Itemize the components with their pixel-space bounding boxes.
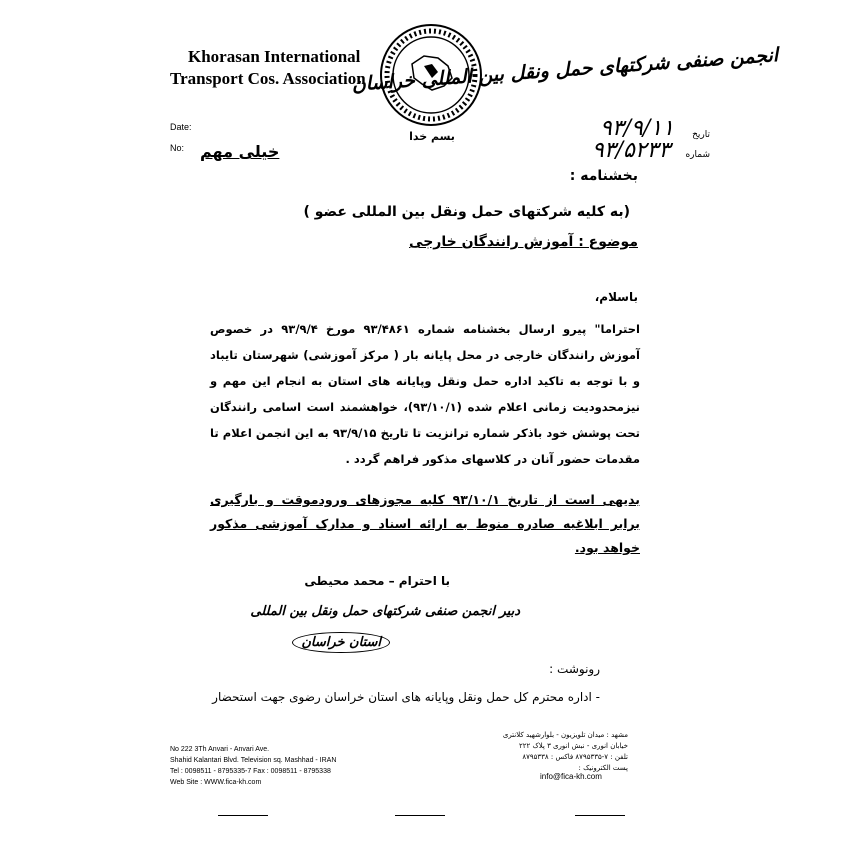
date-value: ۹۳/۹/۱۱	[600, 116, 674, 141]
footer-rule	[575, 815, 625, 816]
footer-rule	[395, 815, 445, 816]
emphasis-paragraph: بدیهی است از تاریخ ۹۳/۱۰/۱ کلیه مجوزهای ورودموقت و بارگیری برابر ابلاغیه صادره منوط به ارائه اسناد و مدارک آموزشی مذکور خواهد بود.	[210, 492, 640, 555]
urgent-label: خیلی مهم	[200, 142, 280, 161]
footer-address-en	[170, 744, 336, 788]
footer-en-line: No 222 3Th Anvari - Anvari Ave.	[170, 746, 270, 753]
footer-en-line: Web Site : WWW.fica-kh.com	[170, 779, 262, 786]
date-label-en: Date:	[170, 122, 192, 132]
org-name-en-line1: Khorasan International	[188, 47, 361, 66]
circular-title: بخشنامه :	[569, 168, 638, 184]
letter-paragraph: احتراما" پیرو ارسال بخشنامه شماره ۹۳/۴۸۶۱ مورخ ۹۳/۹/۴ در خصوص آموزش رانندگان خارجی در محل پایانه بار ( مرکز آموزشی) شهرستان تایباد و با توجه به تاکید اداره حمل ونقل وپایانه های استان به انجام این مهم و نیزمحدودیت زمانی اعلام شده (۹۳/۱۰/۱)، خواهشمند است اسامی رانندگان تحت پوشش خود باذکر شماره ترانزیت تا تاریخ ۹۳/۹/۱۵ به این انجمن اعلام تا مقدمات حضور آنان در کلاسهای مذکور فراهم گردد .	[210, 322, 640, 466]
recipients: (به کلیه شرکتهای حمل ونقل بین المللی عضو )	[303, 204, 630, 220]
signer-region: استان خراسان	[292, 632, 390, 653]
org-name-fa: انجمن صنفی شرکتهای حمل ونقل بین المللی خراسان	[351, 44, 779, 96]
greeting: باسلام،	[594, 290, 638, 304]
footer-fa-line: پست الکترونیک :	[578, 764, 628, 772]
number-label-fa: شماره	[685, 150, 710, 160]
cc-label: رونوشت :	[549, 662, 600, 676]
footer-email: info@fica-kh.com	[540, 772, 602, 781]
number-label-en: No:	[170, 143, 185, 153]
org-name-en	[170, 46, 366, 90]
signer-title: دبیر انجمن صنفی شرکتهای حمل ونقل بین المللی	[250, 604, 520, 619]
seal-caption: بسم خدا	[409, 130, 455, 143]
footer-rule	[218, 815, 268, 816]
date-label-fa: تاریخ	[692, 130, 710, 140]
footer-fa-line: مشهد : میدان تلویزیون - بلوارشهید کلانتری	[502, 731, 628, 739]
footer-address-fa	[428, 730, 628, 774]
cc-item: - اداره محترم کل حمل ونقل وپایانه های استان خراسان رضوی جهت استحضار	[212, 690, 600, 704]
subject: موضوع : آموزش رانندگان خارجی	[409, 234, 638, 250]
footer-fa-line: خیابان انوری - نبش انوری ۳ پلاک ۲۲۲	[518, 742, 628, 750]
number-value: ۹۳/۵۲۳۳	[592, 138, 671, 163]
footer-en-line: Shahid Kalantari Blvd. Television sq. Mashhad - IRAN	[170, 757, 337, 764]
footer-fa-line: تلفن : ۷-۸۷۹۵۳۳۵ فاکس : ۸۷۹۵۳۳۸	[522, 753, 628, 761]
closing: با احترام – محمد محیطی	[304, 574, 450, 588]
org-name-en-line2: Transport Cos. Association	[170, 69, 366, 88]
footer-en-line: Tel : 0098511 - 8795335-7 Fax : 0098511 - 8795338	[170, 768, 331, 775]
